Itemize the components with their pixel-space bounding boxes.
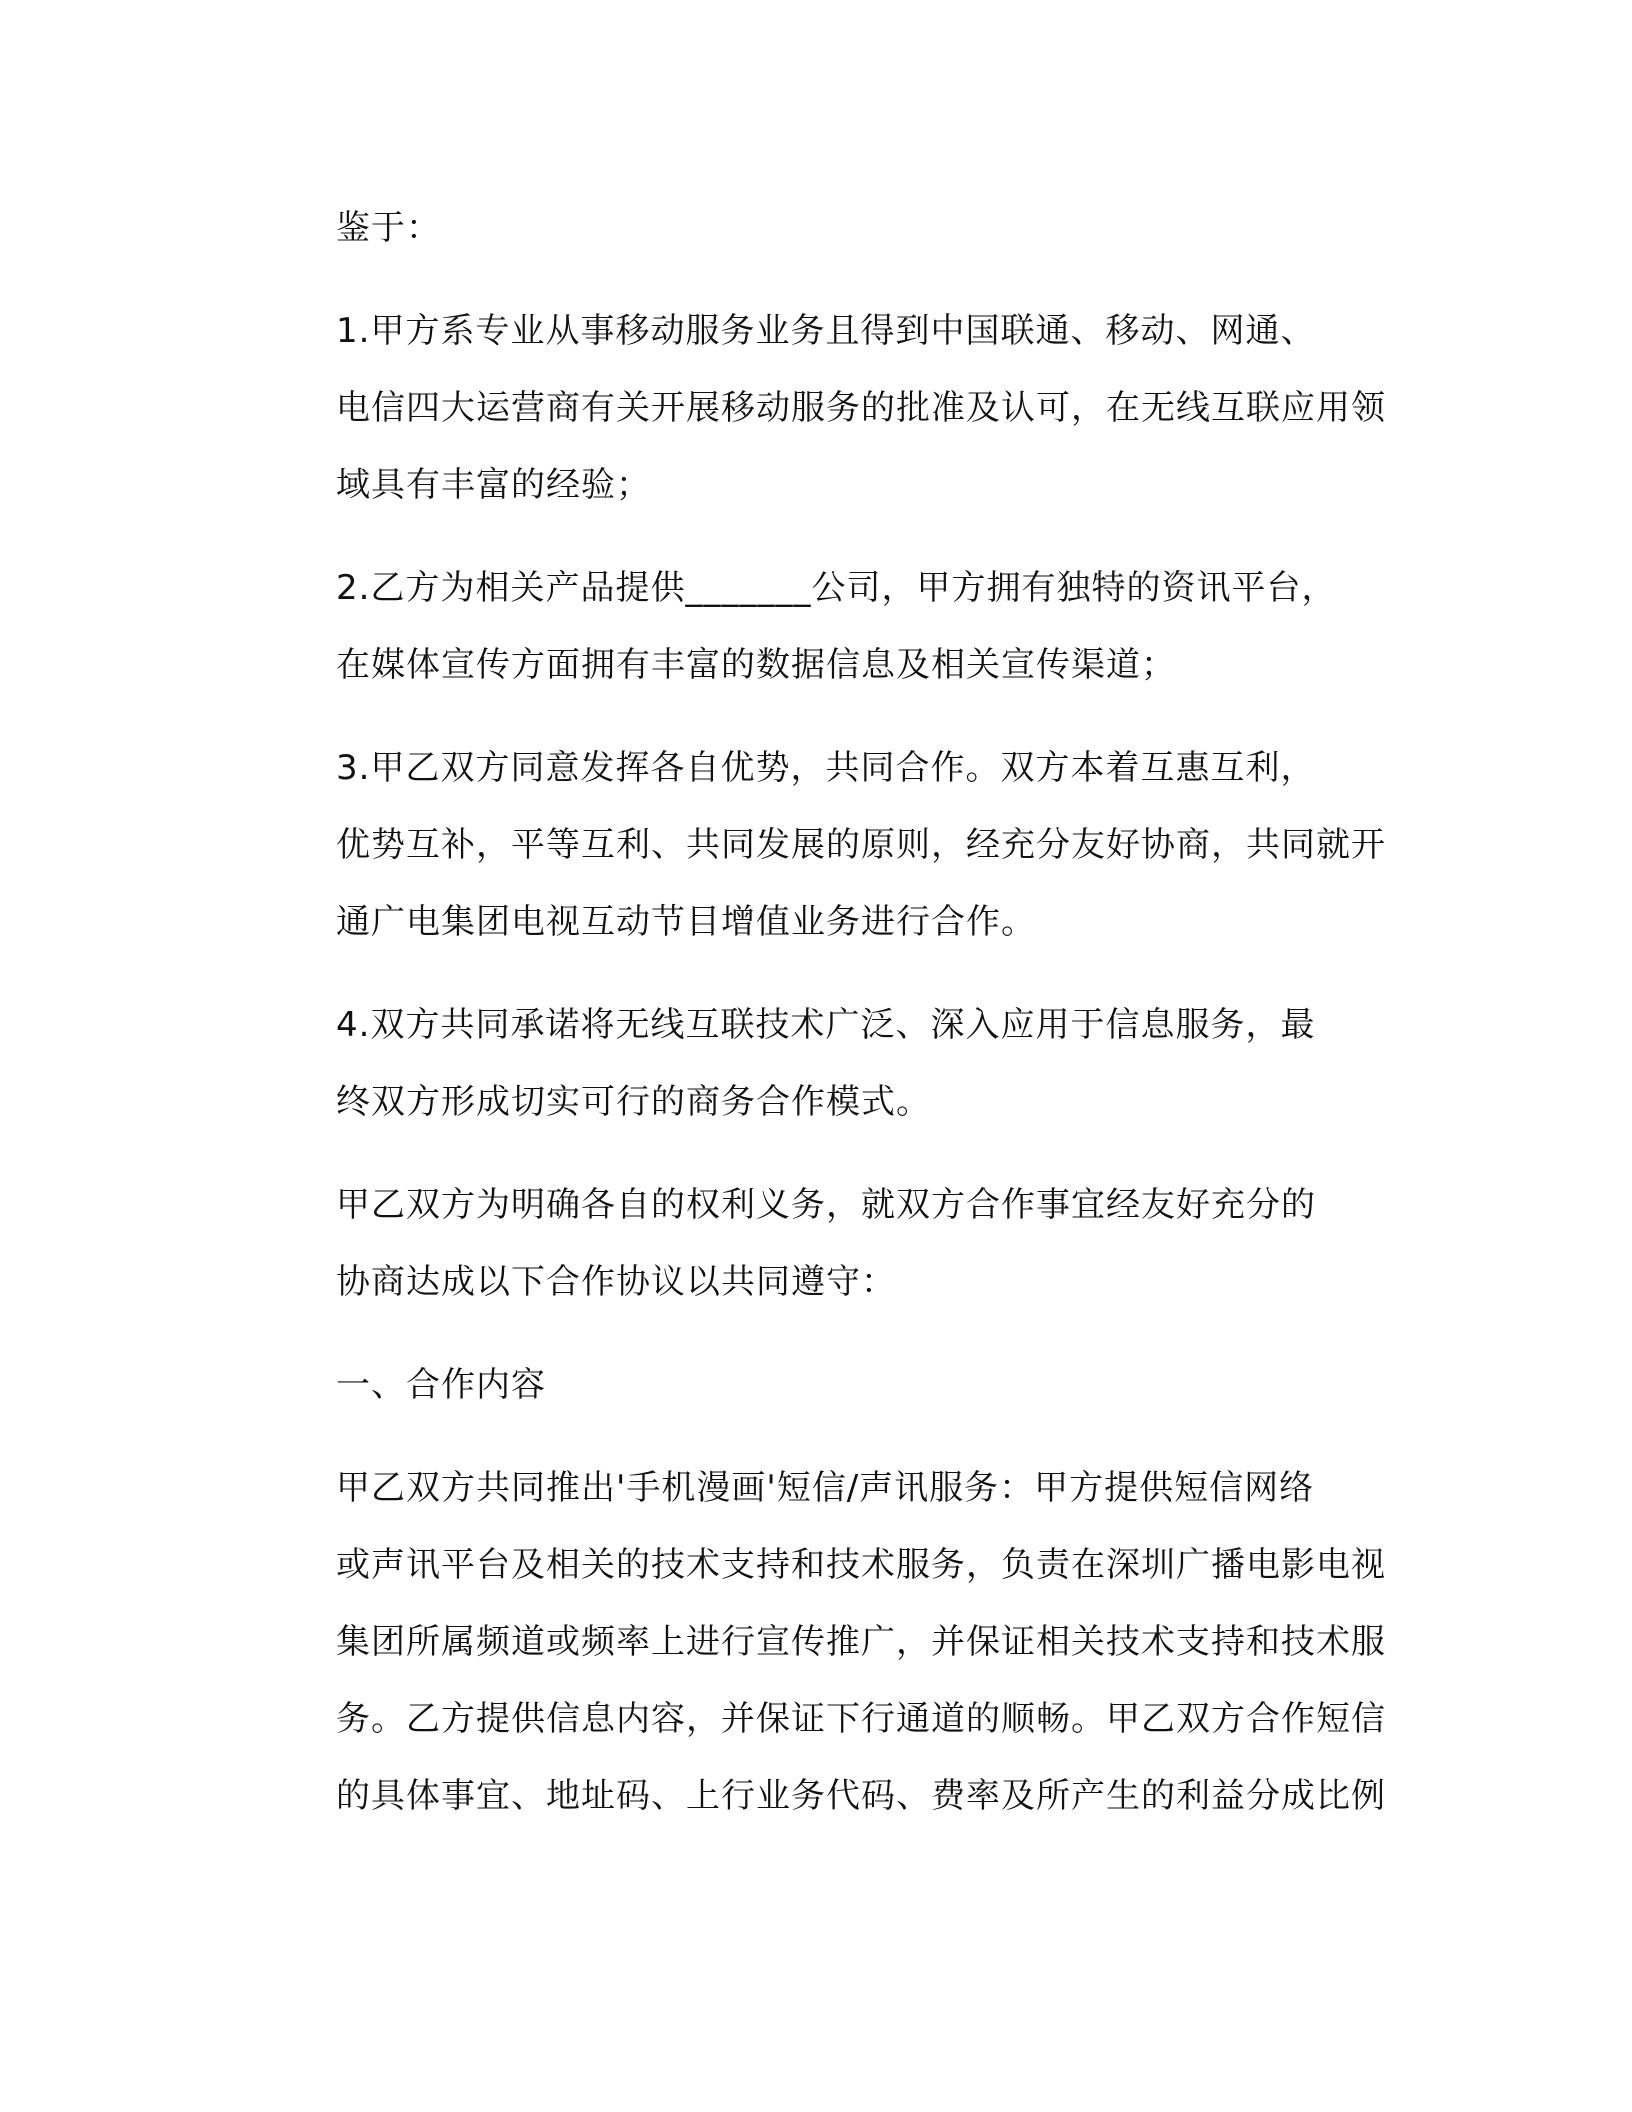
text-line: 终双方形成切实可行的商务合作模式。 (336, 1082, 931, 1122)
text-line: 3.甲乙双方同意发挥各自优势，共同合作。双方本着互惠互利， (336, 748, 1316, 788)
text-line: 2.乙方为相关产品提供_______公司，甲方拥有独特的资讯平台， (336, 568, 1337, 608)
clause-3-paragraph (240, 730, 1400, 961)
text-line: 电信四大运营商有关开展移动服务的批准及认可，在无线互联应用领 (336, 388, 1386, 428)
text-line: 协商达成以下合作协议以共同遵守： (336, 1262, 896, 1302)
text-line: 甲乙双方共同推出'手机漫画'短信/声讯服务：甲方提供短信网络 (336, 1468, 1315, 1508)
text-line: 在媒体宣传方面拥有丰富的数据信息及相关宣传渠道； (336, 645, 1176, 685)
text-line: 的具体事宜、地址码、上行业务代码、费率及所产生的利益分成比例 (336, 1776, 1386, 1816)
text-line: 鉴于： (336, 208, 441, 248)
text-line: 集团所属频道或频率上进行宣传推广，并保证相关技术支持和技术服 (336, 1622, 1386, 1662)
whereas-paragraph (240, 190, 1400, 267)
text-line: 一、合作内容 (336, 1365, 546, 1405)
text-line: 4.双方共同承诺将无线互联技术广泛、深入应用于信息服务，最 (336, 1005, 1316, 1045)
text-line: 甲乙双方为明确各自的权利义务，就双方合作事宜经友好充分的 (336, 1185, 1316, 1225)
text-line: 1.甲方系专业从事移动服务业务且得到中国联通、移动、网通、 (336, 311, 1316, 351)
clause-2-paragraph (240, 550, 1400, 704)
text-line: 优势互补，平等互利、共同发展的原则，经充分友好协商，共同就开 (336, 825, 1386, 865)
text-line: 或声讯平台及相关的技术支持和技术服务，负责在深圳广播电影电视 (336, 1545, 1386, 1585)
text-line: 务。乙方提供信息内容，并保证下行通道的顺畅。甲乙双方合作短信 (336, 1699, 1386, 1739)
clause-4-paragraph (240, 987, 1400, 1141)
text-line: 域具有丰富的经验； (336, 465, 651, 505)
section-body-paragraph (240, 1450, 1400, 1835)
agreement-intro-paragraph (240, 1167, 1400, 1321)
text-line: 通广电集团电视互动节目增值业务进行合作。 (336, 902, 1036, 942)
section-heading (240, 1347, 1400, 1424)
clause-1-paragraph (240, 293, 1400, 524)
document-body (240, 190, 1400, 1835)
